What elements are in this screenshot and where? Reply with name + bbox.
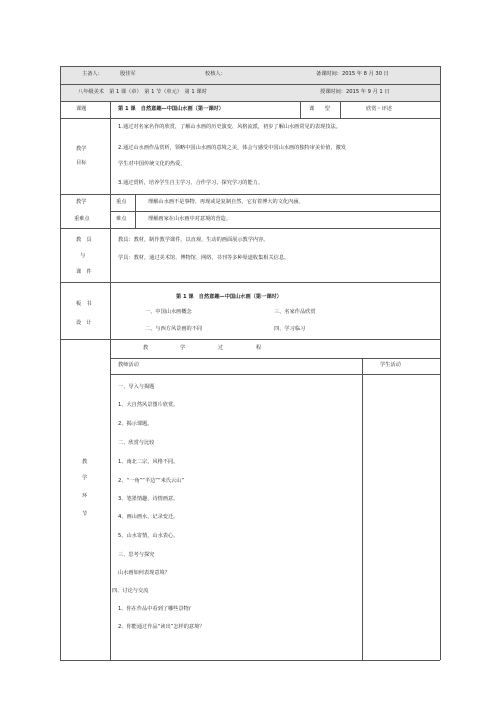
teach-time: 授课时间：2015 年 9 月 1 日: [320, 89, 390, 95]
grid-line: [60, 66, 61, 660]
process-line: 四、讨论与交流: [112, 588, 149, 594]
process-line: 3、笔墨情趣，诗情画意。: [118, 496, 179, 502]
board-item: 一、中国山水画概念: [145, 309, 192, 315]
lesson-type-value: 欣赏・评述: [366, 106, 392, 112]
grid-line: [60, 228, 440, 229]
tools-label: 与: [80, 253, 86, 259]
process-line: 二、欣赏与比较: [118, 440, 155, 446]
grid-line: [110, 211, 440, 212]
grid-line: [362, 358, 363, 660]
teacher-tools: 教具：教材，制作教学课件，以直观、生动的画面展示教学内容。: [118, 237, 269, 243]
process-heading: 教: [143, 345, 149, 351]
process-line: 1、你在作品中看到了哪些景物/: [118, 606, 191, 612]
grid-line: [135, 194, 136, 228]
process-line: 三、思考与探究: [118, 552, 155, 558]
process-line: 1、南北二宗，风格不同。: [118, 459, 179, 465]
lesson-type-label: 课 型: [309, 106, 330, 112]
grid-line: [60, 101, 440, 102]
board-item: 二、与西方风景画的不同: [145, 326, 203, 332]
grid-line: [60, 282, 440, 283]
difficulty-label: 难点: [116, 216, 127, 222]
process-label: 节: [82, 511, 88, 517]
board-item: 四、学习临习: [274, 326, 306, 332]
process-label: 环: [82, 493, 88, 499]
key-points-label: 重难点: [74, 216, 90, 222]
process-line: 5、山水寄情，山水表心。: [118, 533, 179, 539]
preparer-name: 殷佳军: [120, 71, 136, 77]
goal-line: 1.通过对名家名作的欣赏，了解山水画的历史演变、风格流派，初步了解山水画常见的表现技法。: [118, 124, 341, 130]
key-point-value: 理解山水画不是事物、再现或是复制自然，它有着博大的文化内涵。: [148, 199, 304, 205]
topic-value: 第 1 课 自然意趣—中国山水画（第一课时）: [118, 106, 224, 112]
board-title: 第 1 课 自然意趣—中国山水画（第一课时）: [176, 294, 282, 300]
teacher-activity-header: 教师活动: [118, 362, 139, 368]
grid-line: [110, 101, 111, 660]
process-line: 2、“一角”“半边”“米氏云山”: [118, 478, 185, 484]
student-activity-header: 学生活动: [380, 362, 401, 368]
process-heading: 过: [218, 345, 224, 351]
student-tools: 学具：教材，通过美术馆、博物馆、网络、书刊等多种渠道收集相关信息。: [118, 255, 290, 261]
process-line: 山水画如何表现意境？: [118, 570, 170, 576]
board-item: 三、名家作品欣赏: [274, 309, 316, 315]
reviewer-label: 校核人：: [205, 71, 226, 77]
difficulty-value: 理解画家在山水画中对意境的营造。: [148, 216, 232, 222]
goals-label: 教学: [76, 146, 87, 152]
process-line: 2、你能通过作品“读出”怎样的意境？: [118, 624, 205, 630]
key-point-label: 重点: [116, 199, 127, 205]
tools-label: 教 具: [76, 237, 92, 243]
goal-line: 学生对中国传统文化的热爱。: [118, 161, 186, 167]
grid-line: [300, 101, 301, 118]
process-heading: 程: [256, 345, 262, 351]
grade-info: 八年级美术 第 1 课（章） 第 1 节（单元） 第 1 课时: [78, 89, 207, 95]
preparer-label: 主备人：: [82, 71, 103, 77]
key-points-label: 教学: [76, 199, 87, 205]
tools-label: 课 件: [76, 269, 92, 275]
grid-line: [60, 660, 440, 661]
process-line: 2、揭示课题。: [118, 421, 153, 427]
board-label: 设 计: [76, 320, 92, 326]
prepare-time: 备课时间：2015 年 8 月 30 日: [316, 71, 389, 77]
grid-line: [60, 66, 440, 67]
process-label: 教: [82, 459, 88, 465]
goals-label: 目标: [76, 160, 87, 166]
grid-line: [340, 101, 341, 118]
grid-line: [60, 194, 440, 195]
process-line: 4、画山画水，记录变迁。: [118, 514, 179, 520]
topic-label: 课题: [76, 106, 87, 112]
process-line: 一、导入与揭题: [118, 384, 155, 390]
grid-line: [110, 374, 440, 375]
board-label: 板 书: [76, 301, 92, 307]
grid-line: [440, 66, 441, 660]
grid-line: [60, 84, 440, 85]
grid-line: [60, 339, 440, 340]
goal-line: 3.通过赏析，培养学生自主学习、合作学习、探究学习的能力。: [118, 180, 264, 186]
grid-line: [60, 118, 440, 119]
goal-line: 2.通过山水画作品赏析，领略中国山水画的意境之美，体会与感受中国山水画的独特审美价值，激发: [118, 145, 347, 151]
grid-line: [110, 358, 440, 359]
process-heading: 学: [180, 345, 186, 351]
process-label: 学: [82, 475, 88, 481]
process-line: 1、大自然风景图片欣赏。: [118, 402, 179, 408]
